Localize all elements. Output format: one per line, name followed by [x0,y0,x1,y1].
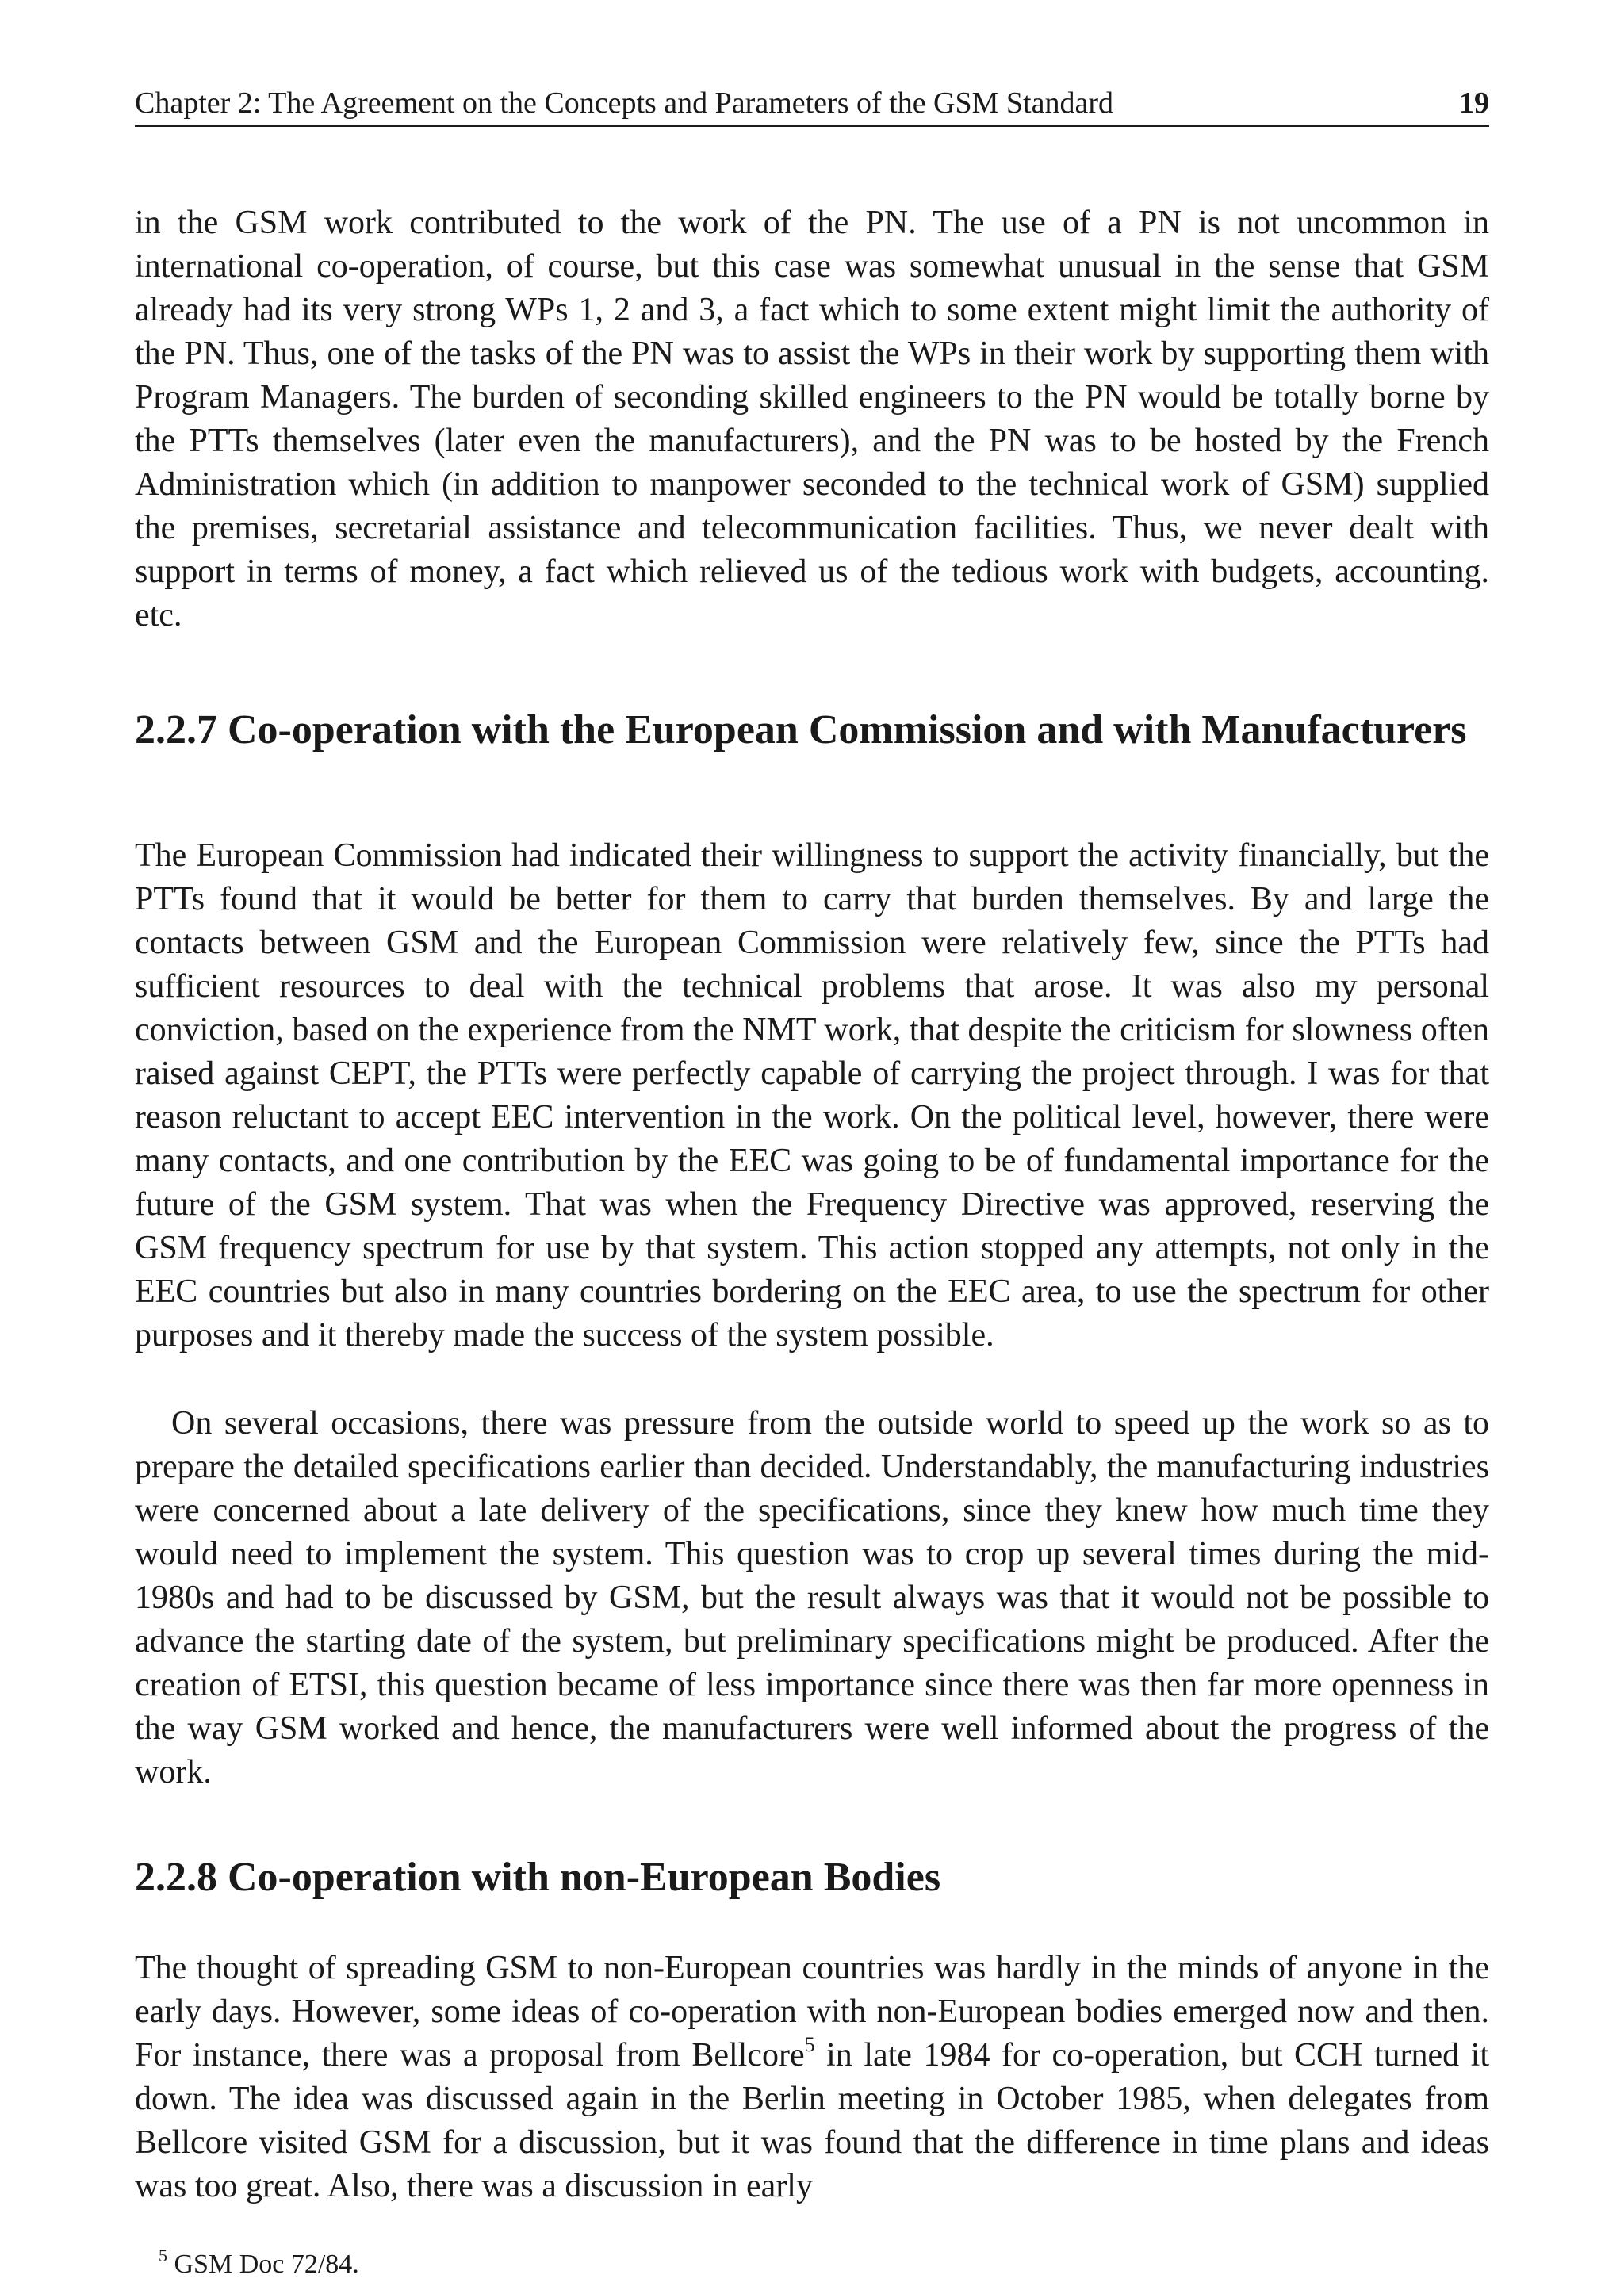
running-title: Chapter 2: The Agreement on the Concepts and Parameters of the GSM Standard [135,86,1113,120]
footnote-marker: 5 [159,2246,167,2265]
paragraph-text-start: The thought of spreading GSM to non-European countries was hardly in the minds of anyone in the early days. However, some ideas of co-operation with non-European bodies emerged now and then. For instance, there was a proposal from Bellcore [135,1950,1489,2074]
paragraph-pn-support: in the GSM work contributed to the work of the PN. The use of a PN is not uncommon in international co-operation, of course, but this case was somewhat unusual in the sense that GSM already had its very strong WPs 1, 2 and 3, a fact which to some extent might limit the authority of the PN. Thus, one of the tasks of the PN was to assist the WPs in their work by supporting them with Program Managers. The burden of seconding skilled engineers to the PN would be totally borne by the PTTs themselves (later even the manufacturers), and the PN was to be hosted by the French Administration which (in addition to manpower seconded to the technical work of GSM) supplied the premises, secretarial assistance and telecommunication facilities. Thus, we never dealt with support in terms of money, a fact which relieved us of the tedious work with budgets, accounting. etc. [135,205,1489,634]
document-page [135,0,1489,2290]
section-heading-2-2-8: 2.2.8 Co-operation with non-European Bodies [135,1855,941,1900]
footnote-reference[interactable]: 5 [804,2033,815,2056]
footnote-text: GSM Doc 72/84. [167,2250,359,2279]
paragraph-non-european-bodies [135,1947,1489,2208]
paragraph-manufacturers-pressure: On several occasions, there was pressure from the outside world to speed up the work so as to prepare the detailed specifications earlier than decided. Understandably, the manufacturing industries were concerned about a late delivery of the specifications, since they knew how much time they would need to implement the system. This question was to crop up several times during the mid-1980s and had to be discussed by GSM, but the result always was that it would not be possible to advance the starting date of the system, but preliminary specifications might be produced. After the creation of ETSI, this question became of less importance since there was then far more openness in the way GSM worked and hence, the manufacturers were well informed about the progress of the work. [135,1405,1489,1790]
footnote [159,2246,359,2280]
paragraph-text-end: in late 1984 for co-operation, but CCH turned it down. The idea was discussed again in the Berlin meeting in October 1985, when delegates from Bellcore visited GSM for a discussion, but it was found that the difference in time plans and ideas was too great. Also, there was a discussion in early [135,2037,1489,2204]
page-number: 19 [1459,86,1489,120]
paragraph-european-commission: The European Commission had indicated their willingness to support the activity financially, but the PTTs found that it would be better for them to carry that burden themselves. By and large the contacts between GSM and the European Commission were relatively few, since the PTTs had sufficient resources to deal with the technical problems that arose. It was also my personal conviction, based on the experience from the NMT work, that despite the criticism for slowness often raised against CEPT, the PTTs were perfectly capable of carrying the project through. I was for that reason reluctant to accept EEC intervention in the work. On the political level, however, there were many contacts, and one contribution by the EEC was going to be of fundamental importance for the future of the GSM system. That was when the Frequency Directive was approved, reserving the GSM frequency spectrum for use by that system. This action stopped any attempts, not only in the EEC countries but also in many countries bordering on the EEC area, to use the spectrum for other purposes and it thereby made the success of the system possible. [135,837,1489,1354]
running-header [135,82,1489,127]
section-heading-2-2-7: 2.2.7 Co-operation with the European Commission and with Manufacturers [135,707,1467,752]
